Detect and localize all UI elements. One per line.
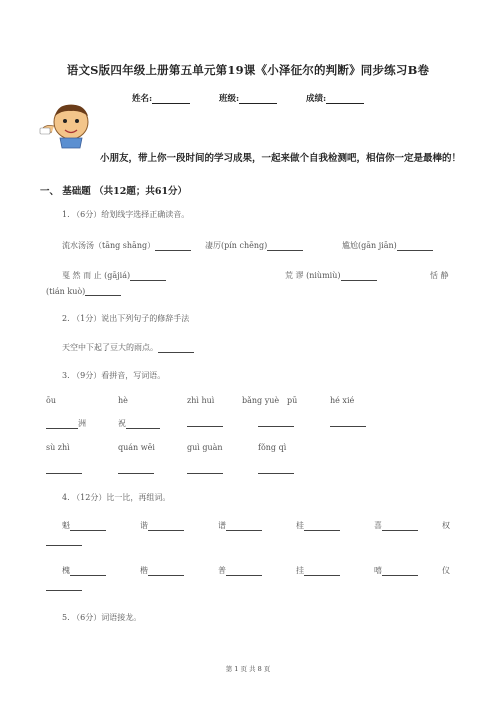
pinyin: guì guàn xyxy=(187,443,223,452)
q3-answer xyxy=(187,418,223,427)
pinyin: hé xié xyxy=(330,396,355,405)
answer-blank[interactable] xyxy=(118,465,154,474)
q4-item: 喜 xyxy=(374,520,418,531)
q1-item: 戛 然 而 止 (gājiá) xyxy=(62,270,166,281)
pinyin: zhì huì xyxy=(187,396,215,405)
page-footer: 第 1 页 共 8 页 xyxy=(225,665,271,673)
name-field xyxy=(132,92,190,104)
name-label: 姓名: xyxy=(132,94,153,104)
answer-blank[interactable] xyxy=(187,418,223,427)
q4-item: 普 xyxy=(218,565,262,576)
pinyin: pū xyxy=(287,396,298,405)
class-blank xyxy=(239,94,277,104)
answer-blank[interactable] xyxy=(304,567,340,576)
q1-item: (tián kuò) xyxy=(46,287,121,296)
answer-blank[interactable] xyxy=(397,242,433,251)
page-title: 语文S版四年级上册第五单元第19课《小泽征尔的判断》同步练习B卷 xyxy=(66,63,430,77)
answer-blank[interactable] xyxy=(226,567,262,576)
q1-item: 尴尬(gān jiān) xyxy=(342,240,433,251)
q4-item: 桂 xyxy=(296,520,340,531)
q3-answer: 洲 xyxy=(46,418,86,429)
q3-answer xyxy=(330,418,366,427)
answer-blank[interactable] xyxy=(330,418,366,427)
slogan-text: 小朋友，带上你一段时间的学习成果，一起来做个自我检测吧，相信你一定是最棒的！ xyxy=(100,153,462,164)
answer-blank[interactable] xyxy=(258,465,294,474)
pinyin: fǒng qì xyxy=(258,443,287,452)
answer-blank[interactable] xyxy=(258,418,294,427)
answer-blank[interactable] xyxy=(46,465,82,474)
answer-blank[interactable] xyxy=(226,522,262,531)
pinyin: quán wēi xyxy=(118,443,155,452)
q4-item: 楷 xyxy=(140,565,184,576)
q4-item: 权 xyxy=(442,521,450,530)
q4-item xyxy=(46,582,82,591)
answer-blank[interactable] xyxy=(70,522,106,531)
question-2-stem: 2. （1分）说出下列句子的修辞手法 xyxy=(62,314,190,323)
question-5-stem: 5. （6分）词语接龙。 xyxy=(62,613,142,622)
score-field xyxy=(306,92,364,104)
answer-blank[interactable] xyxy=(155,242,191,251)
class-field xyxy=(219,92,277,104)
pinyin: hè xyxy=(118,396,128,405)
q4-item xyxy=(46,537,82,546)
answer-blank[interactable] xyxy=(46,420,78,429)
q2-sentence: 天空中下起了豆大的雨点。 xyxy=(62,342,194,353)
q4-item: 谐 xyxy=(140,520,184,531)
answer-blank[interactable] xyxy=(267,242,303,251)
pinyin: sù zhì xyxy=(46,443,70,452)
q3-answer xyxy=(187,465,223,474)
pinyin: ōu xyxy=(46,396,56,405)
question-3-stem: 3. （9分）看拼音，写词语。 xyxy=(62,371,166,380)
q3-answer xyxy=(258,465,294,474)
score-blank xyxy=(326,94,364,104)
answer-blank[interactable] xyxy=(148,567,184,576)
q3-answer xyxy=(46,465,82,474)
score-label: 成绩: xyxy=(306,94,327,104)
q4-item: 挂 xyxy=(296,565,340,576)
q4-item: 嘻 xyxy=(374,565,418,576)
q3-answer: 祝 xyxy=(118,418,160,429)
name-blank xyxy=(152,94,190,104)
answer-blank[interactable] xyxy=(70,567,106,576)
question-1-stem: 1. （6分）给划线字选择正确读音。 xyxy=(62,210,190,219)
answer-blank[interactable] xyxy=(382,567,418,576)
answer-blank[interactable] xyxy=(130,272,166,281)
q1-item: 荒 谬 (niùmiù) xyxy=(285,270,377,281)
q4-item: 仪 xyxy=(442,566,450,575)
q3-answer xyxy=(258,418,294,427)
answer-blank[interactable] xyxy=(85,287,121,296)
question-4-stem: 4. （12分）比一比，再组词。 xyxy=(62,493,171,502)
q4-item: 槐 xyxy=(62,565,106,576)
pinyin: bǎng yuè xyxy=(242,396,280,405)
answer-blank[interactable] xyxy=(341,272,377,281)
q1-item: 凄厉(pín chēng) xyxy=(205,240,303,251)
q1-item: 恬 静 xyxy=(430,271,449,280)
q3-answer xyxy=(118,465,154,474)
answer-blank[interactable] xyxy=(187,465,223,474)
answer-blank[interactable] xyxy=(382,522,418,531)
answer-blank[interactable] xyxy=(158,344,194,353)
answer-blank[interactable] xyxy=(304,522,340,531)
answer-blank[interactable] xyxy=(148,522,184,531)
q4-item: 魁 xyxy=(62,520,106,531)
answer-blank[interactable] xyxy=(46,537,82,546)
class-label: 班级: xyxy=(219,94,240,104)
section-heading: 一、 基础题 （共12题；共61分） xyxy=(40,186,188,197)
q4-item: 谱 xyxy=(218,520,262,531)
mascot-icon xyxy=(38,100,100,150)
answer-blank[interactable] xyxy=(46,582,82,591)
answer-blank[interactable] xyxy=(126,420,160,429)
q1-item: 流水汤汤（tāng shāng） xyxy=(62,240,191,251)
